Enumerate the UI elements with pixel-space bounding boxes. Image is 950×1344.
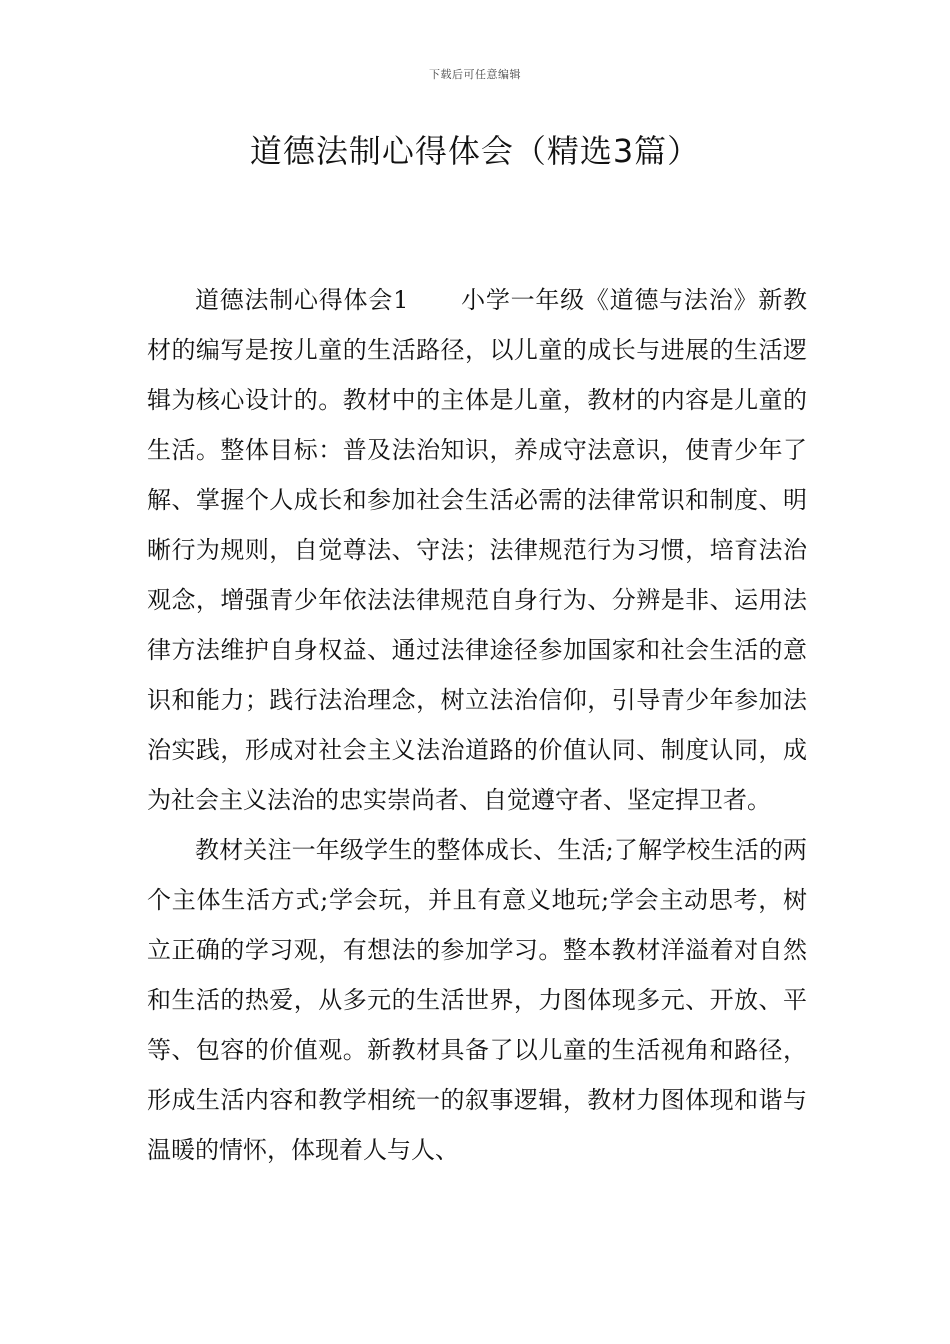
header-note: 下载后可任意编辑 [429,68,521,81]
document-title: 道德法制心得体会（精选3篇） [249,132,701,170]
paragraph-2 [147,825,807,1175]
paragraph-text: 教材关注一年级学生的整体成长、生活;了解学校生活的两个主体生活方式;学会玩，并且有意义地玩;学会主动思考，树立正确的学习观，有想法的参加学习。整本教材洋溢着对自然和生活的热爱，从多元的生活世界，力图体现多元、开放、平等、包容的价值观。新教材具备了以儿童的生活视角和路径，形成生活内容和教学相统一的叙事逻辑，教材力图体现和谐与温暖的情怀，体现着人与人、 [147,836,807,1164]
section-heading: 道德法制心得体会1 [195,286,409,314]
document-body [147,275,807,1175]
paragraph-1 [147,275,807,825]
paragraph-text: 小学一年级《道德与法治》新教材的编写是按儿童的生活路径，以儿童的成长与进展的生活逻辑为核心设计的。教材中的主体是儿童，教材的内容是儿童的生活。整体目标：普及法治知识，养成守法意识，使青少年了解、掌握个人成长和参加社会生活必需的法律常识和制度、明晰行为规则，自觉尊法、守法；法律规范行为习惯，培育法治观念，增强青少年依法法律规范自身行为、分辨是非、运用法律方法维护自身权益、通过法律途径参加国家和社会生活的意识和能力；践行法治理念，树立法治信仰，引导青少年参加法治实践，形成对社会主义法治道路的价值认同、制度认同，成为社会主义法治的忠实崇尚者、自觉遵守者、坚定捍卫者。 [147,286,807,814]
